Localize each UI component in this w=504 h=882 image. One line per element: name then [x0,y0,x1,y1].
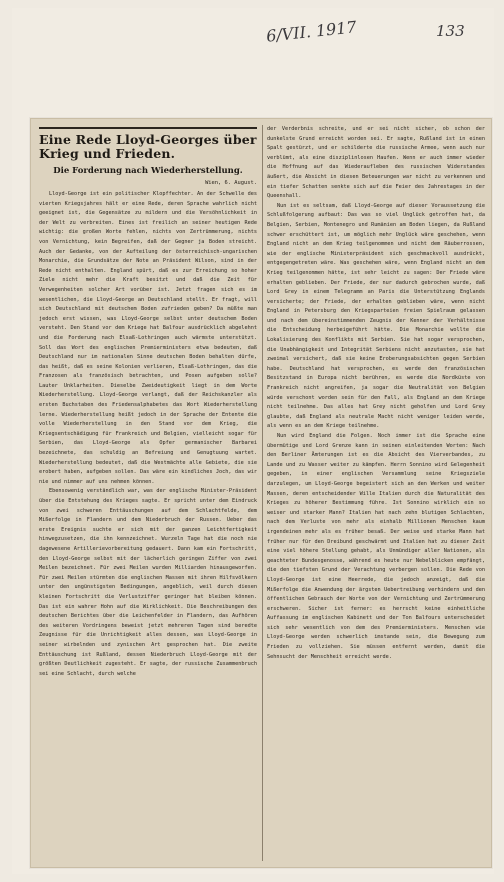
article-paragraph: der Verderbnis schreite, und er sei nicht sicher, ob schon der dunkelste Grund erreicht worden sei. Er sagte, Rußland ist in einen Spalt gestürzt, und er schilderte die russische Armee, wenn auch nur verblümt, als eine disziplinlosen Haufen. Wenn er auch immer wieder die Hoffnung auf das Wiederaufleben des russischen Widerstandes äußert, die Absicht in diesen Beteuerungen war nicht zu verkennen und ein tiefer Schatten senkte sich auf die Feier des Jahrestages in der Queenshall. [267,126,485,200]
article-paragraph: Nun wird England die Folgen. Noch immer ist die Sprache eine übermütige und Lord Grenze kann in seinen einleitenden Worten: Nach den Berliner Ämterungen ist es die Absicht des Vierverbandes, zu Lande und zu Wasser weiter zu kämpfen. Herrn Sonnino wird Gelegenheit gegeben, in einer englischen Versammlung seine Kriegsziele darzulegen, um Lloyd-George begeistert sich an den Werken und weiter Massen, deren entscheidender Wille Italien durch die Naturalität des Krieges zu höherer Bestimmung führe. Ist Sonnino wirklich ein so weiser und starker Mann? Italien hat nach zehn blutigen Schlachten, nach dem Verluste von mehr als einhalb Millionen Menschen kaum irgendeinen mehr als es früher besaß. Der weise und starke Mann hat früher nur für den Dreibund geschwärmt und Italien hat zu dieser Zeit eine viel höhere Stellung gehabt, als Unmündiger aller Nationen, als geachteter Bundesgenosse, während es heute nur Nebelblicken empfängt, die den tiefsten Grund der Verachtung verbergen sollen. Die Rede von Lloyd-George ist eine Heerrede, die jedoch anzeigt, daß die Mißerfolge die Anwendung der ärgsten Uebertreibung verhindern und den öffentlichen Gebrauch der Worte von der Vernichtung und Zertrümmerung erschweren. Sicher ist ferner: es herrscht keine einheitliche Auffassung im englischen Kabinett und der Ton Balfours unterscheidet sich sehr wesentlich von dem des Premierministers. Menschen wie Lloyd-George werden schwerlich imstande sein, die Bewegung zum Frieden zu vollziehen. Sie müssen entfernt werden, damit die Sehnsucht der Menschheit erreicht werde. [267,433,485,660]
column-divider [262,125,263,861]
article-dateline: Wien, 6. August. [205,180,257,186]
left-column [39,125,257,861]
newspaper-clipping [30,118,492,868]
right-column [267,125,485,861]
handwritten-date: 6/VII. 1917 [265,17,358,46]
article-paragraph: Nun ist es seltsam, daß Lloyd-George auf dieser Voraussetzung die Schlußfolgerung aufbaut: Das was so viel Unglück getroffen hat, da Belgien, Serbien, Montenegro und Rumänien am Boden liegen, da Rußland schwer erschüttert ist, um möglich mehr Unglück wäre geschehen, wenn England nicht an dem Krieg teilgenommen und nicht dem Räuberrossen, wie der englische Ministerpräsident sich geschmackvoll ausdrückt, entgegengetreten wäre. Was geschehen wäre, wenn England nicht an dem Krieg teilgenommen hätte, ist sehr leicht zu sagen: Der Friede wäre erhalten geblieben. Der Friede, der nur dadurch gebrochen wurde, daß Lord Grey in einem Telegramm an Paris die Unterstützung Englands versicherte; der Friede, der erhalten geblieben wäre, wenn nicht England in Petersburg den Kriegsparteien freien Spielraum gelassen und nach dem übereinstimmenden Zeugnis der Kenner der Verhältnisse die Entscheidung herbeigeführt hätte. Die Monarchie wollte die Lokalisierung des Konflikts mit Serbien. Sie hat sogar versprochen, die Unabhängigkeit und Integrität Serbiens nicht anzutasten, sie hat zweimal versichert, daß sie keine Eroberungsabsichten gegen Serbien habe. Deutschland hat versprochen, es werde den französischen Besitzstand in Europa nicht berühren, es werde die Nordküste von Frankreich nicht angreifen, ja sogar die Neutralität von Belgien würde verschont worden sein für den Fall, als England an dem Kriege nicht teilnehme. Das alles hat Grey nicht geholfen und Lord Grey glaubte, daß England als neutrale Macht nicht weniger leiden werde, als wenn es an dem Kriege teilnehme. [267,202,485,430]
article-paragraph: Ebensowenig verständlich war, was der englische Minister-Präsident über die Entstehung des Krieges sagte. Er spricht unter dem Eindruck von zwei schweren Enttäuschungen auf dem Schlachtfelde, dem Mißerfolge in Flandern und dem Niederbruch der Russen. Ueber das erste Ereignis suchte er sich mit der ganzen Leichtfertigkeit hinwegzusetzen, die ihn kennzeichnet. Wurzeln Tage hat die noch nie dagewesene Artillerievorbereitung gedauert. Dann kam ein Fortschritt, den Lloyd-George selbst mit der lächerlich geringen Ziffer von zwei Meilen bezeichnet. Für zwei Meilen wurden Milliarden hinausgeworfen. Für zwei Meilen stürmten die englischen Massen mit ihren Hilfsvölkern unter den ungünstigsten Bedingungen, angeblich, weil durch diesen kleinen Fortschritt die Verlustziffer geringer hat bleiben können. Das ist ein wahrer Hohn auf die Wirklichkeit. Die Beschreibungen des deutschen Berichtes über die Leichenfelder in Flandern, das Aufhören des weiteren Vordringens beweist jetzt mehreren Tagen sind beredte Zeugnisse für die Unrichtigkeit alles dessen, was Lloyd-George in seiner wirbelnden und zynischen Art gesprochen hat. Die zweite Enttäuschung ist Rußland, dessen Niederbruch Lloyd-George mit der größten Deutlichkeit zugesteht. Er sagte, der russische Zusammenbruch sei eine Schlacht, durch welche [39,488,257,677]
article-subheadline: Die Forderung nach Wiederherstellung. [53,166,243,176]
article-headline: Eine Rede Lloyd-Georges über Krieg und Frieden. [39,132,257,161]
article-paragraph: Lloyd-George ist ein politischer Klopffechter. An der Schwelle des vierten Kriegsjahres hält er eine Rede, deren Sprache wahrlich nicht geeignet ist, die Gegensätze zu mildern und die Versöhnlichkeit in der Welt zu verbreiten. Eines ist freilich an seiner heutigen Rede wichtig: die großen Worte fehlen, nichts von Zertrümmerung, nichts von Vernichtung, kein Begreifen, daß der Gegner ja Boden streicht. Auch der Gedanke, von der Aufteilung der österreichisch-ungarischen Monarchie, die Grundsätze der Note an Präsident Wilson, sind in der Rede nicht enthalten. England spürt, daß es zur Erreichung so hoher Ziele nicht mehr die Kraft besitzt und daß die Zeit für Verwegenheiten solcher Art vorüber ist. Jetzt fragen sich es im wesentlichen, die Lloyd-George an Deutschland stellt. Er fragt, will sich Deutschland mit deutschem Boden zufrieden geben? Da müßte man jedoch erst wissen, was Lloyd-George selbst unter deutschem Boden versteht. Den Stand vor dem Kriege hat Balfour ausdrücklich abgelehnt und die Forderung nach Elsaß-Lothringen auch wärmste unterstützt. Soll das Wort des englischen Premierministers etwa bedeuten, daß Deutschland nur im nationalen Sinne deutschen Boden behalten dürfe, das heißt, daß es seine Kolonien verlieren, Elsaß-Lothringen, das die Franzosen als französisch betrachten, und Posen aufgeben solle? Lauter Unklarheiten. Dieselbe Zweideutigkeit liegt in dem Worte Wiederherstellung. Lloyd-George verlangt, daß der Reichskanzler als ersten Buchstaben des Friedensalphabetes das Wort Wiederherstellung lerne. Wiederherstellung heißt jedoch in der Sprache der Entente die volle Wiederherstellung in den Stand vor dem Krieg, die Kriegsentschädigung für Frankreich und Belgien, vielleicht sogar für Serbien, das Lloyd-George als Opfer germanischer Barbarei bezeichnete, das schuldig an Befreiung und Genugtuung wartet. Wiederherstellung bedeutet, daß die Westmächte alle Gebiete, die sie erobert haben, aufgeben sollen. Das wäre ein kindliches Joch, das wir nie und nimmer auf uns nehmen können. [39,191,257,485]
headline-rule [39,127,257,129]
page-number: 133 [436,22,465,40]
